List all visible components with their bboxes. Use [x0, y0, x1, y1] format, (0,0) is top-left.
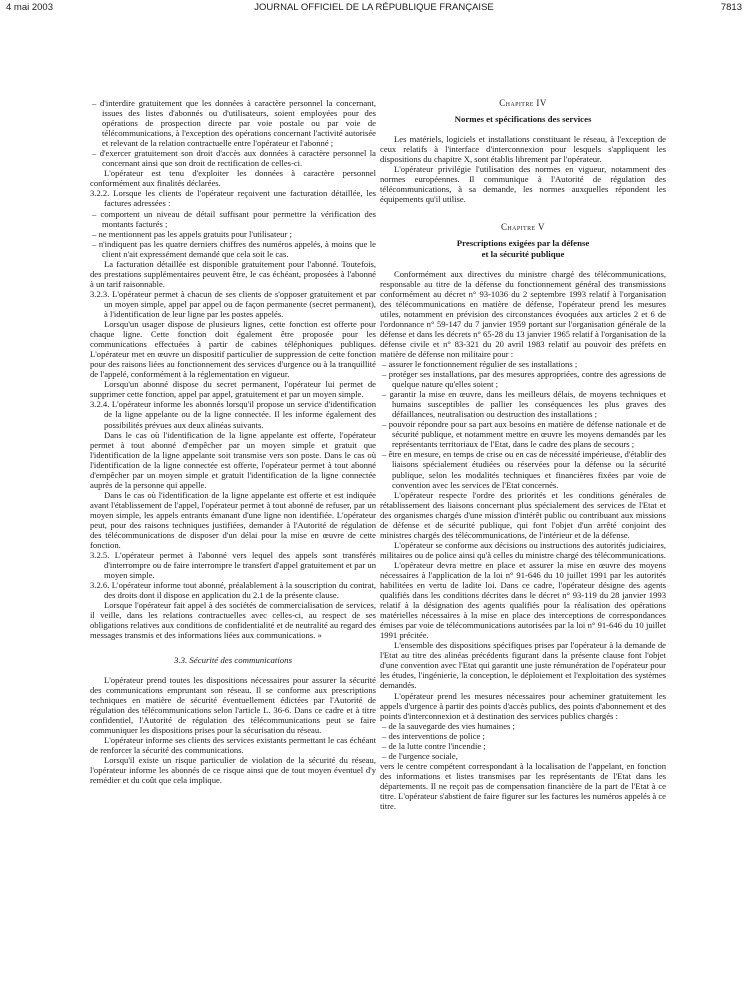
paragraph: L'opérateur prend toutes les dispositions nécessaires pour assurer la sécurité des communications empruntant son réseau. Il se conforme aux prescriptions techniques en matière de sécurité éventuellement édictées par l'Autorité de régulation des télécommunications selon l'article L. 36-6. Dans ce cadre et à titre confidentiel, l'Autorité de régulation des télécommunications peut se faire communiquer les dispositions prises pour la sécurisation du réseau. — [90, 674, 376, 735]
section-heading: 3.3. Sécurité des communications — [173, 654, 292, 665]
paragraph: Lorsque l'opérateur fait appel à des sociétés de commercialisation de services, il veille, dans les relations contractuelles avec celles-ci, au respect de ses obligations relatives aux conditions de confidentialité et de neutralité au regard des messages transmis et des informations liées aux communications. » — [90, 600, 376, 641]
paragraph: – garantir la mise en œuvre, dans les meilleurs délais, de moyens techniques et humains susceptibles de pallier les conséquences les plus graves des défaillances, neutralisation ou destruction des installations ; — [382, 389, 666, 420]
paragraph: – d'exercer gratuitement son droit d'accès aux données à caractère personnel la concernant ainsi que son droit de rectification de celles-ci. — [92, 148, 376, 169]
paragraph: L'opérateur respecte l'ordre des priorités et les conditions générales de rétablissement des liaisons concernant plus spécialement des services de l'Etat et des organismes chargés d'une mission d'intérêt public ou contribuant aux missions de défense et de sécurité publique, qui font l'objet d'un arrêté conjoint des ministres chargés des télécommunications, de l'intérieur et de la défense. — [380, 489, 666, 540]
paragraph: – ne mentionnent pas les appels gratuits pour l'utilisateur ; — [92, 228, 292, 239]
paragraph: – protéger ses installations, par des mesures appropriées, contre des agressions de quelque nature qu'elles soient ; — [382, 369, 666, 390]
header-page-number: 7813 — [720, 2, 742, 13]
chapter-title: Normes et spécifications des services — [454, 114, 592, 125]
paragraph: – être en mesure, en temps de crise ou en cas de nécessité impérieuse, d'établir des liaisons spécialement étudiées ou réservées pour la défense ou la sécurité publique, selon les modalités techniques et financières fixées par voie de convention avec les services de l'Etat concernés. — [382, 449, 666, 490]
chapter-title: et la sécurité publique — [481, 248, 565, 259]
paragraph: L'opérateur se conforme aux décisions ou instructions des autorités judiciaires, militaires ou de police ainsi qu'à celles du ministre chargé des télécommunications. — [380, 539, 666, 560]
paragraph: Les matériels, logiciels et installations constituant le réseau, à l'exception de ceux relatifs à l'interface d'interconnexion pour lesquels s'appliquent les dispositions du chapitre X, sont établis librement par l'opérateur. — [380, 134, 666, 165]
paragraph: – de la sauvegarde des vies humaines ; — [382, 720, 515, 731]
paragraph: – des interventions de police ; — [382, 730, 485, 741]
right-column — [380, 98, 666, 811]
page-header — [6, 2, 742, 16]
left-column — [90, 98, 376, 785]
paragraph: – de la lutte contre l'incendie ; — [382, 740, 486, 751]
paragraph: Lorsqu'il existe un risque particulier de violation de la sécurité du réseau, l'opérateur informe les abonnés de ce risque ainsi que de tout moyen éventuel d'y remédier et du coût que cela implique. — [90, 754, 376, 786]
paragraph: L'opérateur est tenu d'exploiter les données à caractère personnel conformément aux finalités déclarées. — [90, 168, 376, 189]
paragraph: L'opérateur informe ses clients des services existants permettant le cas échéant de renforcer la sécurité des communications. — [90, 734, 376, 755]
paragraph: – de l'urgence sociale, — [382, 750, 458, 761]
paragraph: La facturation détaillée est disponible gratuitement pour l'abonné. Toutefois, des prestations supplémentaires peuvent être, le cas échéant, proposées à l'abonné à un tarif raisonnable. — [90, 258, 376, 289]
chapter-heading: Chapitre IV — [499, 98, 547, 108]
paragraph: 3.2.2. Lorsque les clients de l'opérateur reçoivent une facturation détaillée, les factures adressées : — [90, 188, 376, 209]
paragraph: 3.2.3. L'opérateur permet à chacun de ses clients de s'opposer gratuitement et par un moyen simple, appel par appel ou de façon permanente (secret permanent), à l'identification de leur ligne par les postes appelés. — [90, 288, 376, 319]
paragraph: L'ensemble des dispositions spécifiques prises par l'opérateur à la demande de l'Etat au titre des alinéas précédents figurant dans la présente clause font l'objet d'une convention avec l'Etat qui garantit une juste rémunération de l'opérateur pour les études, l'ingénierie, la conception, le déploiement et l'exploitation des systèmes demandés. — [380, 640, 666, 691]
paragraph: – assurer le fonctionnement régulier de ses installations ; — [382, 358, 578, 369]
paragraph: – comportent un niveau de détail suffisant pour permettre la vérification des montants facturés ; — [92, 208, 376, 229]
paragraph: – d'interdire gratuitement que les données à caractère personnel la concernant, issues des listes d'abonnés ou d'utilisateurs, soient employées pour des opérations de prospection directe par voie postale ou par voie de télécommunications, à l'exception des opérations concernant l'activité autorisée et relevant de la relation contractuelle entre l'opérateur et l'abonné ; — [92, 98, 376, 149]
paragraph: L'opérateur privilégie l'utilisation des normes en vigueur, notamment des normes européennes. Il communique à l'Autorité de régulation des télécommunications, à sa demande, les normes auxquelles répondent les équipements qu'il utilise. — [380, 164, 666, 205]
header-journal-title: JOURNAL OFFICIEL DE LA RÉPUBLIQUE FRANÇAISE — [254, 2, 494, 13]
header-date: 4 mai 2003 — [6, 2, 54, 13]
paragraph: – pouvoir répondre pour sa part aux besoins en matière de défense nationale et de sécurité publique, et notamment mettre en œuvre les moyens demandés par les représentants territoriaux de l'Etat, dans le cadre des plans de secours ; — [382, 419, 666, 450]
chapter-heading: Chapitre V — [501, 222, 545, 233]
paragraph: 3.2.5. L'opérateur permet à l'abonné vers lequel des appels sont transférés d'interrompre ou de faire interrompre le transfert d'appel gratuitement et par un moyen simple. — [90, 550, 376, 581]
paragraph: Dans le cas où l'identification de la ligne appelante est offerte, l'opérateur permet à tout abonné d'empêcher par un moyen simple et gratuit que l'identification de la ligne appelante soit transmise vers son poste. Dans le cas où l'identification de la ligne connectée est offerte, l'opérateur permet à tout abonné d'empêcher par un moyen simple et gratuit l'identification de la ligne connectée auprès de la personne qui appelle. — [90, 429, 376, 490]
paragraph: 3.2.4. L'opérateur informe les abonnés lorsqu'il propose un service d'identification de la ligne appelante ou de la ligne connectée. Il les informe également des possibilités prévues aux deux alinéas suivants. — [90, 399, 376, 430]
paragraph: Lorsqu'un abonné dispose du secret permanent, l'opérateur lui permet de supprimer cette fonction, appel par appel, gratuitement et par un moyen simple. — [90, 379, 376, 400]
paragraph: Conformément aux directives du ministre chargé des télécommunications, responsable au titre de la défense du fonctionnement général des transmissions conformément au décret n° 93-1036 du 2 septembre 1993 relatif à l'organisation des télécommunications en matière de défense, l'opérateur prend les mesures utiles, notamment en prévision des circonstances évoquées aux articles 2 et 6 de l'ordonnance n° 59-147 du 7 janvier 1959 portant sur l'organisation générale de la défense et dans les décrets n° 65-28 du 13 janvier 1965 relatif à l'organisation de la défense civile et n° 83-321 du 20 avril 1983 relatif au pouvoir des préfets en matière de défense non militaire pour : — [380, 268, 666, 359]
paragraph: Dans le cas où l'identification de la ligne appelante est offerte et est indiquée avant l'établissement de l'appel, l'opérateur permet à tout abonné de refuser, par un moyen simple, les appels entrants émanant d'une ligne non identifiée. L'opérateur peut, pour des raisons techniques justifiées, demander à l'Autorité de régulation des télécommunications de disposer d'un délai pour la mise en œuvre de cette fonction. — [90, 489, 376, 551]
paragraph: L'opérateur devra mettre en place et assurer la mise en œuvre des moyens nécessaires à l'application de la loi n° 91-646 du 10 juillet 1991 par les autorités habilitées en vertu de ladite loi. Dans ce cadre, l'opérateur désigne des agents qualifiés dans les conditions décrites dans le décret n° 93-119 du 28 janvier 1993 relatif à la désignation des agents qualifiés pour la réalisation des opérations matérielles nécessaires à la mise en place des interceptions de correspondances émises par voie de télécommunications autorisées par la loi n° 91-646 du 10 juillet 1991 précitée. — [380, 559, 666, 641]
paragraph: 3.2.6. L'opérateur informe tout abonné, préalablement à la souscription du contrat, des droits dont il dispose en application du 2.1 de la présente clause. — [90, 580, 376, 601]
paragraph: – n'indiquent pas les quatre derniers chiffres des numéros appelés, à moins que le client n'ait expressément demandé que cela soit le cas. — [92, 238, 376, 259]
paragraph: Lorsqu'un usager dispose de plusieurs lignes, cette fonction est offerte pour chaque ligne. Cette fonction doit également être proposée pour les communications effectuées à partir de cabines téléphoniques publiques. L'opérateur met en œuvre un dispositif particulier de suppression de cette fonction pour des raisons liées au fonctionnement des services d'urgence ou à la tranquillité de l'appelé, conformément à la réglementation en vigueur. — [90, 319, 376, 380]
paragraph: vers le centre compétent correspondant à la localisation de l'appelant, en fonction des informations et listes transmises par les représentants de l'Etat dans les départements. Il ne reçoit pas de compensation financière de la part de l'Etat à ce titre. L'opérateur s'abstient de faire figurer sur les factures les numéros appelés à ce titre. — [380, 760, 666, 812]
chapter-title: Prescriptions exigées par la défense — [456, 238, 590, 249]
paragraph: L'opérateur prend les mesures nécessaires pour acheminer gratuitement les appels d'urgence à partir des points d'accès publics, des points d'abonnement et des points d'interconnexion et à destination des services publics chargés : — [380, 690, 666, 721]
